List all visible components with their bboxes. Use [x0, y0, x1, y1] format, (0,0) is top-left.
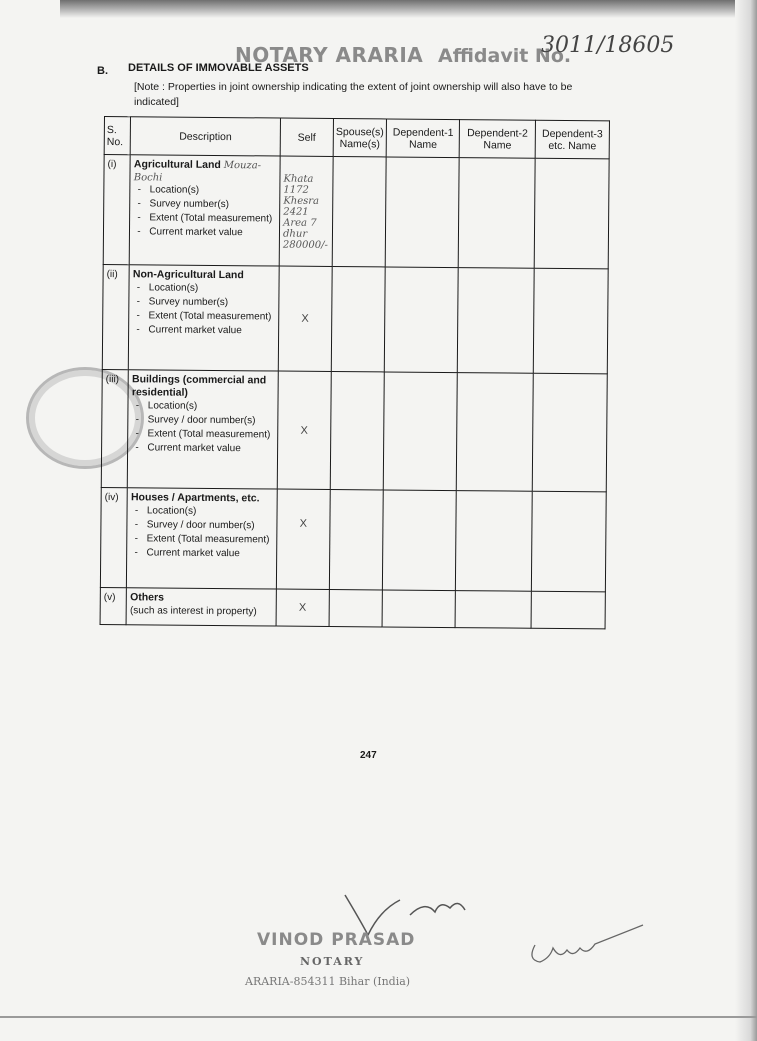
- list-item: - Location(s): [134, 505, 197, 517]
- empty-cell: [534, 158, 609, 269]
- deponent-signature: [525, 920, 655, 970]
- self-cell: [279, 156, 333, 266]
- empty-cell: [330, 371, 385, 489]
- row-number: (iii): [101, 369, 128, 487]
- table-row: [102, 264, 608, 373]
- row-number: (i): [103, 155, 130, 265]
- list-item: - Survey number(s): [137, 198, 230, 211]
- joint-ownership-note: [Note : Properties in joint ownership indicating the extent of joint ownership will also have to be indicated]: [134, 81, 573, 108]
- empty-cell: [331, 266, 386, 371]
- row-title: Others: [130, 591, 165, 604]
- column-header: Self: [280, 118, 333, 156]
- list-item: - Location(s): [137, 184, 200, 196]
- table-row: [100, 587, 605, 628]
- column-header: Dependent-2 Name: [459, 120, 535, 159]
- empty-cell: [456, 491, 533, 592]
- description-cell: [130, 155, 281, 266]
- list-item: - Current market value: [135, 442, 241, 455]
- notary-stamp-header: NOTARY ARARIA: [235, 43, 424, 67]
- self-cell: X: [277, 371, 331, 489]
- column-header: Spouse(s) Name(s): [333, 119, 387, 157]
- empty-cell: [457, 268, 534, 374]
- description-cell: [128, 370, 279, 489]
- empty-cell: [385, 267, 459, 373]
- empty-cell: [458, 158, 535, 269]
- self-cell: X: [278, 266, 332, 371]
- list-item: - Current market value: [136, 324, 242, 337]
- empty-cell: [533, 268, 608, 374]
- description-cell: [127, 488, 278, 589]
- immovable-assets-table: [100, 116, 610, 629]
- table-row: [100, 487, 606, 591]
- self-cell: X: [276, 589, 329, 626]
- list-item: - Extent (Total measurement): [137, 212, 273, 225]
- list-item: - Survey / door number(s): [134, 519, 255, 532]
- section-letter: B.: [97, 65, 108, 77]
- empty-cell: [329, 589, 383, 626]
- list-item: - Survey / door number(s): [135, 414, 256, 427]
- empty-cell: [531, 591, 605, 629]
- handwritten-note: Mouza-Bochi: [133, 160, 262, 184]
- handwritten-value: Area 7 dhur: [283, 217, 317, 240]
- empty-cell: [531, 491, 606, 592]
- empty-cell: [532, 373, 607, 492]
- table-row: [103, 155, 609, 269]
- notary-address: ARARIA-854311 Bihar (India): [245, 975, 411, 988]
- scan-shadow-top: [60, 0, 757, 18]
- affidavit-number: 3011/18605: [541, 33, 675, 58]
- notary-name: VINOD PRASAD: [257, 930, 416, 950]
- handwritten-value: 280000/-: [282, 239, 328, 251]
- notary-title: NOTARY: [300, 955, 365, 968]
- empty-cell: [386, 157, 460, 268]
- empty-cell: [456, 373, 533, 492]
- list-item: - Extent (Total measurement): [135, 428, 271, 441]
- handwritten-value: Khesra 2421: [283, 195, 320, 218]
- list-item: - Extent (Total measurement): [134, 533, 270, 546]
- section-title: DETAILS OF IMMOVABLE ASSETS: [128, 62, 309, 74]
- list-item: - Extent (Total measurement): [136, 310, 272, 323]
- row-title: Agricultural Land: [133, 158, 221, 172]
- empty-cell: [382, 590, 455, 628]
- list-item: - Location(s): [136, 282, 199, 294]
- row-number: (iv): [100, 487, 127, 587]
- row-number: (v): [100, 587, 127, 624]
- list-item: - Current market value: [134, 547, 240, 560]
- scan-shadow-right: [735, 0, 757, 1041]
- empty-cell: [383, 490, 457, 591]
- list-item: - Location(s): [135, 400, 198, 412]
- empty-cell: [329, 489, 383, 589]
- column-header: Dependent-1 Name: [386, 119, 459, 158]
- table-row: [101, 369, 607, 491]
- affidavit-label: Affidavit No.: [438, 45, 572, 67]
- scan-edge-bottom: [0, 1016, 757, 1018]
- row-title: Non-Agricultural Land: [132, 268, 244, 282]
- row-title: Buildings (commercial and residential): [131, 373, 267, 399]
- description-cell: [129, 265, 280, 371]
- table-header-row: [104, 117, 609, 159]
- empty-cell: [384, 372, 458, 491]
- column-header: Description: [130, 117, 280, 156]
- row-title: Houses / Apartments, etc.: [130, 491, 260, 505]
- page-number: 247: [360, 750, 377, 761]
- description-cell: [126, 588, 276, 626]
- empty-cell: [332, 156, 387, 266]
- list-item: - Current market value: [137, 226, 243, 239]
- row-number: (ii): [102, 264, 129, 369]
- list-item: - Survey number(s): [136, 296, 229, 309]
- column-header: S. No.: [104, 117, 131, 155]
- column-header: Dependent-3 etc. Name: [535, 120, 609, 159]
- row-subtitle: (such as interest in property): [129, 605, 257, 618]
- empty-cell: [455, 591, 531, 629]
- self-cell: X: [276, 489, 329, 589]
- handwritten-value: Khata 1172: [283, 173, 314, 196]
